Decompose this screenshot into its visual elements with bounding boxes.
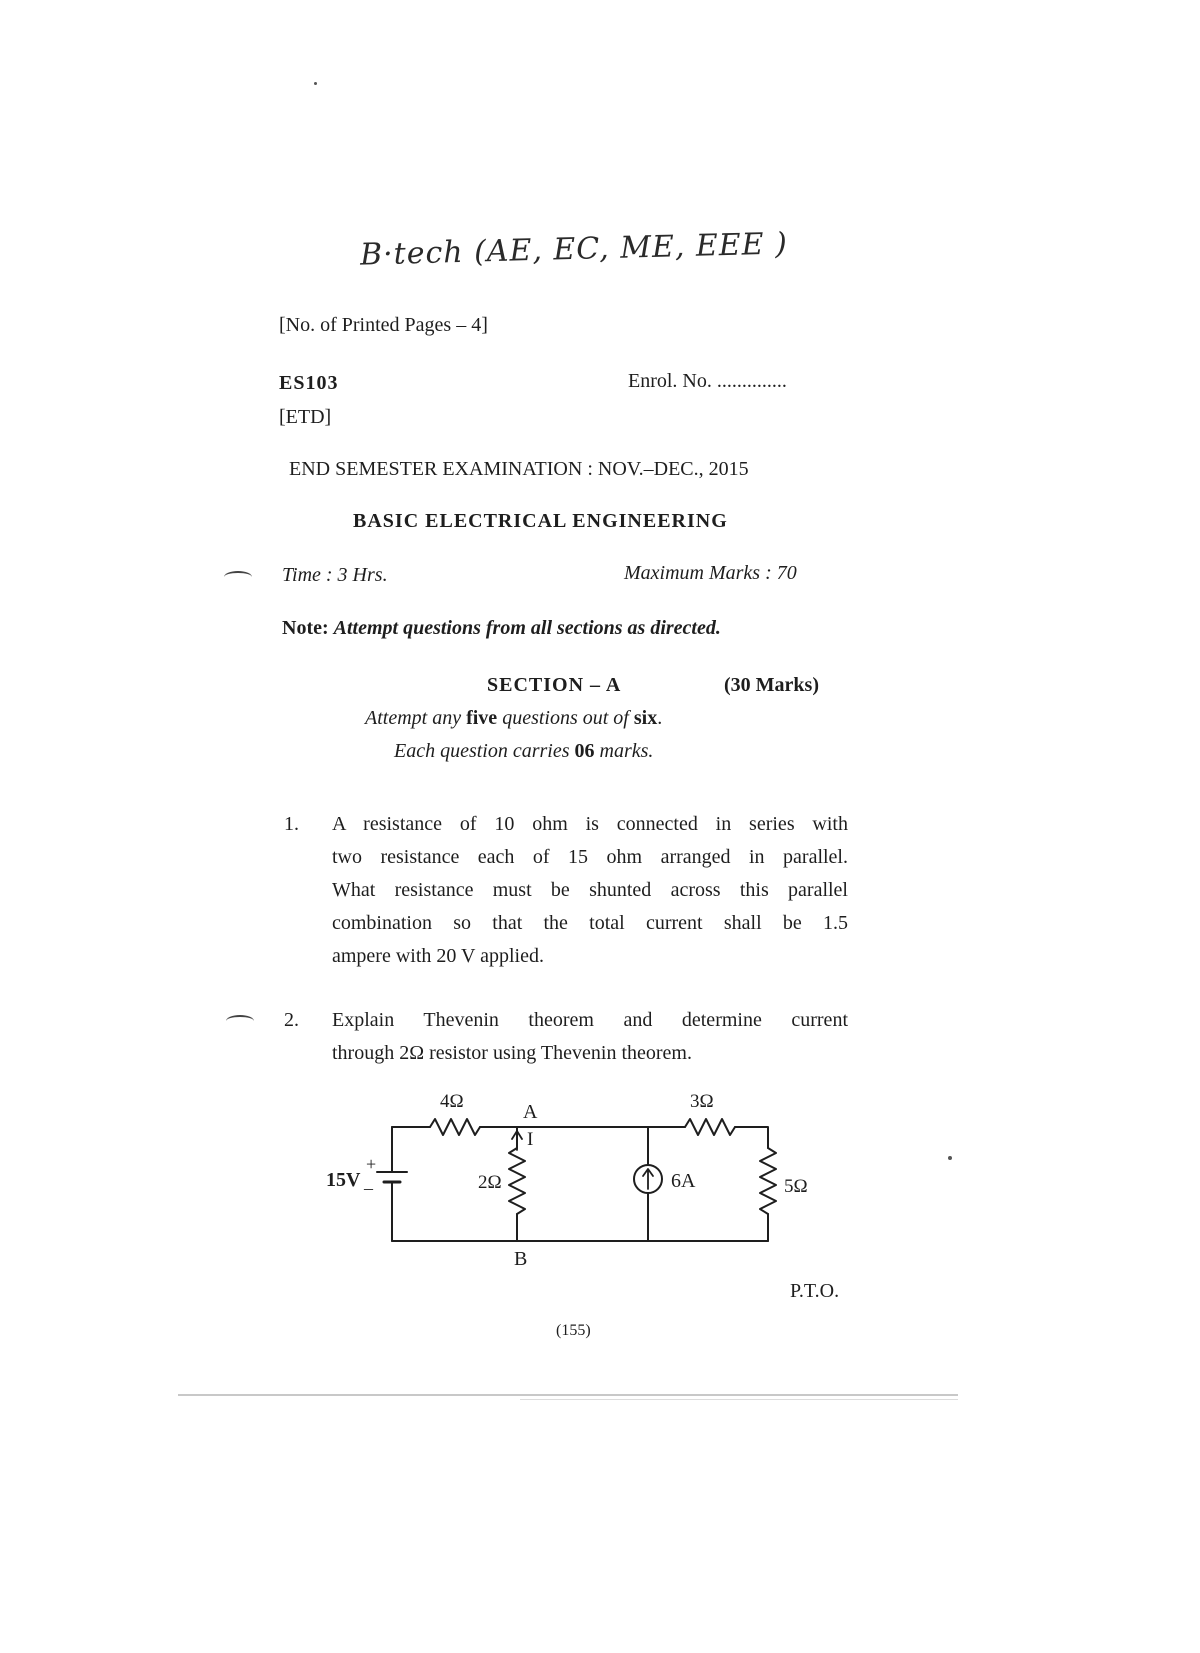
scan-edge-line — [178, 1394, 958, 1396]
pencil-mark — [226, 1015, 254, 1027]
section-a-marks: (30 Marks) — [724, 674, 819, 696]
section-a-instruction-2 — [394, 740, 653, 763]
scan-speck — [948, 1156, 952, 1160]
node-a-label: A — [523, 1101, 538, 1123]
instr-emphasis: five — [466, 707, 498, 729]
r2-label: 2Ω — [478, 1172, 502, 1193]
resistor-3ohm — [685, 1119, 735, 1135]
current-arrow — [512, 1131, 522, 1150]
exam-note — [282, 617, 721, 640]
instr-emphasis: 06 — [574, 740, 595, 762]
question-line: two resistance each of 15 ohm arranged in parallel. — [332, 846, 848, 868]
source-voltage-label: 15V — [326, 1169, 361, 1191]
node-b-label: B — [514, 1248, 528, 1270]
instr-text: marks. — [599, 740, 654, 762]
section-a-title: SECTION – A — [487, 674, 622, 696]
question-2-text — [332, 1004, 848, 1070]
instr-emphasis: six — [633, 707, 658, 729]
r1-label: 4Ω — [440, 1091, 464, 1112]
current-source-arrow — [643, 1169, 653, 1189]
question-line: through 2Ω resistor using Thevenin theorem. — [332, 1042, 692, 1064]
question-line: What resistance must be shunted across this parallel — [332, 879, 848, 901]
etd-label: [ETD] — [279, 406, 332, 428]
source-plus-sign: + — [366, 1154, 377, 1174]
course-code: ES103 — [279, 372, 339, 394]
instr-text: Each question carries — [394, 740, 570, 762]
question-1-text — [332, 808, 848, 973]
instr-text: Attempt any — [365, 707, 462, 729]
scan-speck — [314, 82, 317, 85]
source-minus-sign: – — [364, 1178, 373, 1198]
question-line: ampere with 20 V applied. — [332, 945, 544, 967]
note-text: Attempt questions from all sections as directed. — [333, 617, 721, 639]
resistor-4ohm — [430, 1119, 480, 1135]
maximum-marks: Maximum Marks : 70 — [624, 562, 797, 584]
subject-title: BASIC ELECTRICAL ENGINEERING — [353, 510, 728, 532]
enrol-number-field: Enrol. No. .............. — [628, 370, 787, 392]
wire-top-right — [735, 1127, 768, 1148]
resistor-5ohm — [760, 1148, 776, 1214]
note-label: Note: — [282, 617, 329, 639]
question-line: Explain Thevenin theorem and determine current — [332, 1009, 848, 1031]
page-code: (155) — [556, 1322, 591, 1339]
question-2-number: 2. — [284, 1009, 299, 1031]
exam-duration: Time : 3 Hrs. — [282, 564, 388, 586]
r4-label: 5Ω — [784, 1176, 808, 1197]
question-line: combination so that the total current shall be 1.5 — [332, 912, 848, 934]
instr-period: . — [657, 707, 663, 729]
resistor-2ohm — [509, 1148, 525, 1214]
pencil-mark — [224, 571, 252, 583]
scan-edge-line-secondary — [520, 1399, 958, 1400]
current-source-label: 6A — [671, 1170, 696, 1192]
current-label: I — [527, 1129, 534, 1150]
section-a-instruction-1 — [365, 707, 662, 730]
current-source-circle — [634, 1165, 662, 1193]
printed-pages-count: [No. of Printed Pages – 4] — [279, 314, 488, 336]
instr-text: questions out of — [502, 707, 629, 729]
question-1-number: 1. — [284, 813, 299, 835]
r3-label: 3Ω — [690, 1091, 714, 1112]
pto-marker: P.T.O. — [790, 1280, 840, 1302]
handwritten-program-note: B·tech (AE, EC, ME, EEE ) — [359, 226, 789, 273]
exam-title: END SEMESTER EXAMINATION : NOV.–DEC., 2015 — [289, 458, 749, 480]
question-line: A resistance of 10 ohm is connected in series with — [332, 813, 848, 835]
